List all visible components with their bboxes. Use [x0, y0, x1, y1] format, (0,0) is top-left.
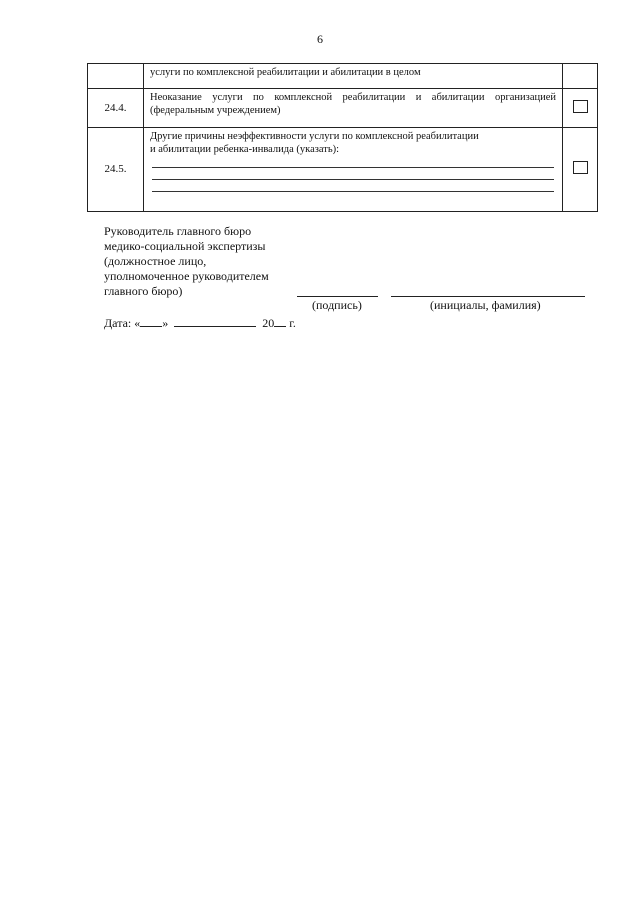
name-field[interactable]: [391, 296, 585, 297]
page-number: 6: [317, 32, 323, 46]
signatory-title: [104, 224, 269, 299]
signatory-line: главного бюро): [104, 284, 183, 298]
checkbox[interactable]: [573, 100, 588, 113]
checkbox-cell-empty: [563, 64, 598, 89]
checkbox[interactable]: [573, 161, 588, 174]
name-caption: (инициалы, фамилия): [430, 298, 541, 312]
row-text-line: Неоказание услуги по комплексной реабилитации и абилитации организацией: [150, 92, 556, 103]
signature-caption: (подпись): [312, 298, 362, 312]
signatory-line: уполномоченное руководителем: [104, 269, 269, 283]
signatory-line: Руководитель главного бюро: [104, 224, 252, 238]
date-day-field[interactable]: [140, 314, 162, 327]
table-row: [88, 128, 598, 212]
fill-in-line[interactable]: [152, 180, 554, 192]
date-field: [104, 314, 296, 331]
row-text: [144, 64, 563, 89]
row-number: [88, 64, 144, 89]
date-mid: »: [162, 316, 169, 330]
row-text-line: (федеральным учреждением): [150, 105, 281, 116]
row-text-line: и абилитации ребенка-инвалида (указать):: [150, 144, 340, 155]
checkbox-cell: [563, 89, 598, 128]
fill-in-line[interactable]: [152, 156, 554, 168]
table-row: [88, 89, 598, 128]
date-suffix: г.: [289, 316, 296, 330]
date-year-field[interactable]: [274, 314, 286, 327]
signatory-line: (должностное лицо,: [104, 254, 207, 268]
row-number: 24.4.: [88, 89, 144, 128]
row-number: 24.5.: [88, 128, 144, 212]
signatory-line: медико-социальной экспертизы: [104, 239, 266, 253]
date-month-field[interactable]: [174, 314, 256, 327]
table-row: [88, 64, 598, 89]
date-prefix: Дата: «: [104, 316, 141, 330]
date-year-prefix: 20: [262, 316, 275, 330]
row-text: [144, 128, 563, 212]
row-text: [144, 89, 563, 128]
row-text-line: Другие причины неэффективности услуги по комплексной реабилитации: [150, 131, 479, 142]
row-text-line: услуги по комплексной реабилитации и абилитации в целом: [150, 67, 421, 78]
checkbox-cell: [563, 128, 598, 212]
signature-field[interactable]: [297, 296, 378, 297]
fill-in-line[interactable]: [152, 168, 554, 180]
form-table: [87, 63, 598, 212]
